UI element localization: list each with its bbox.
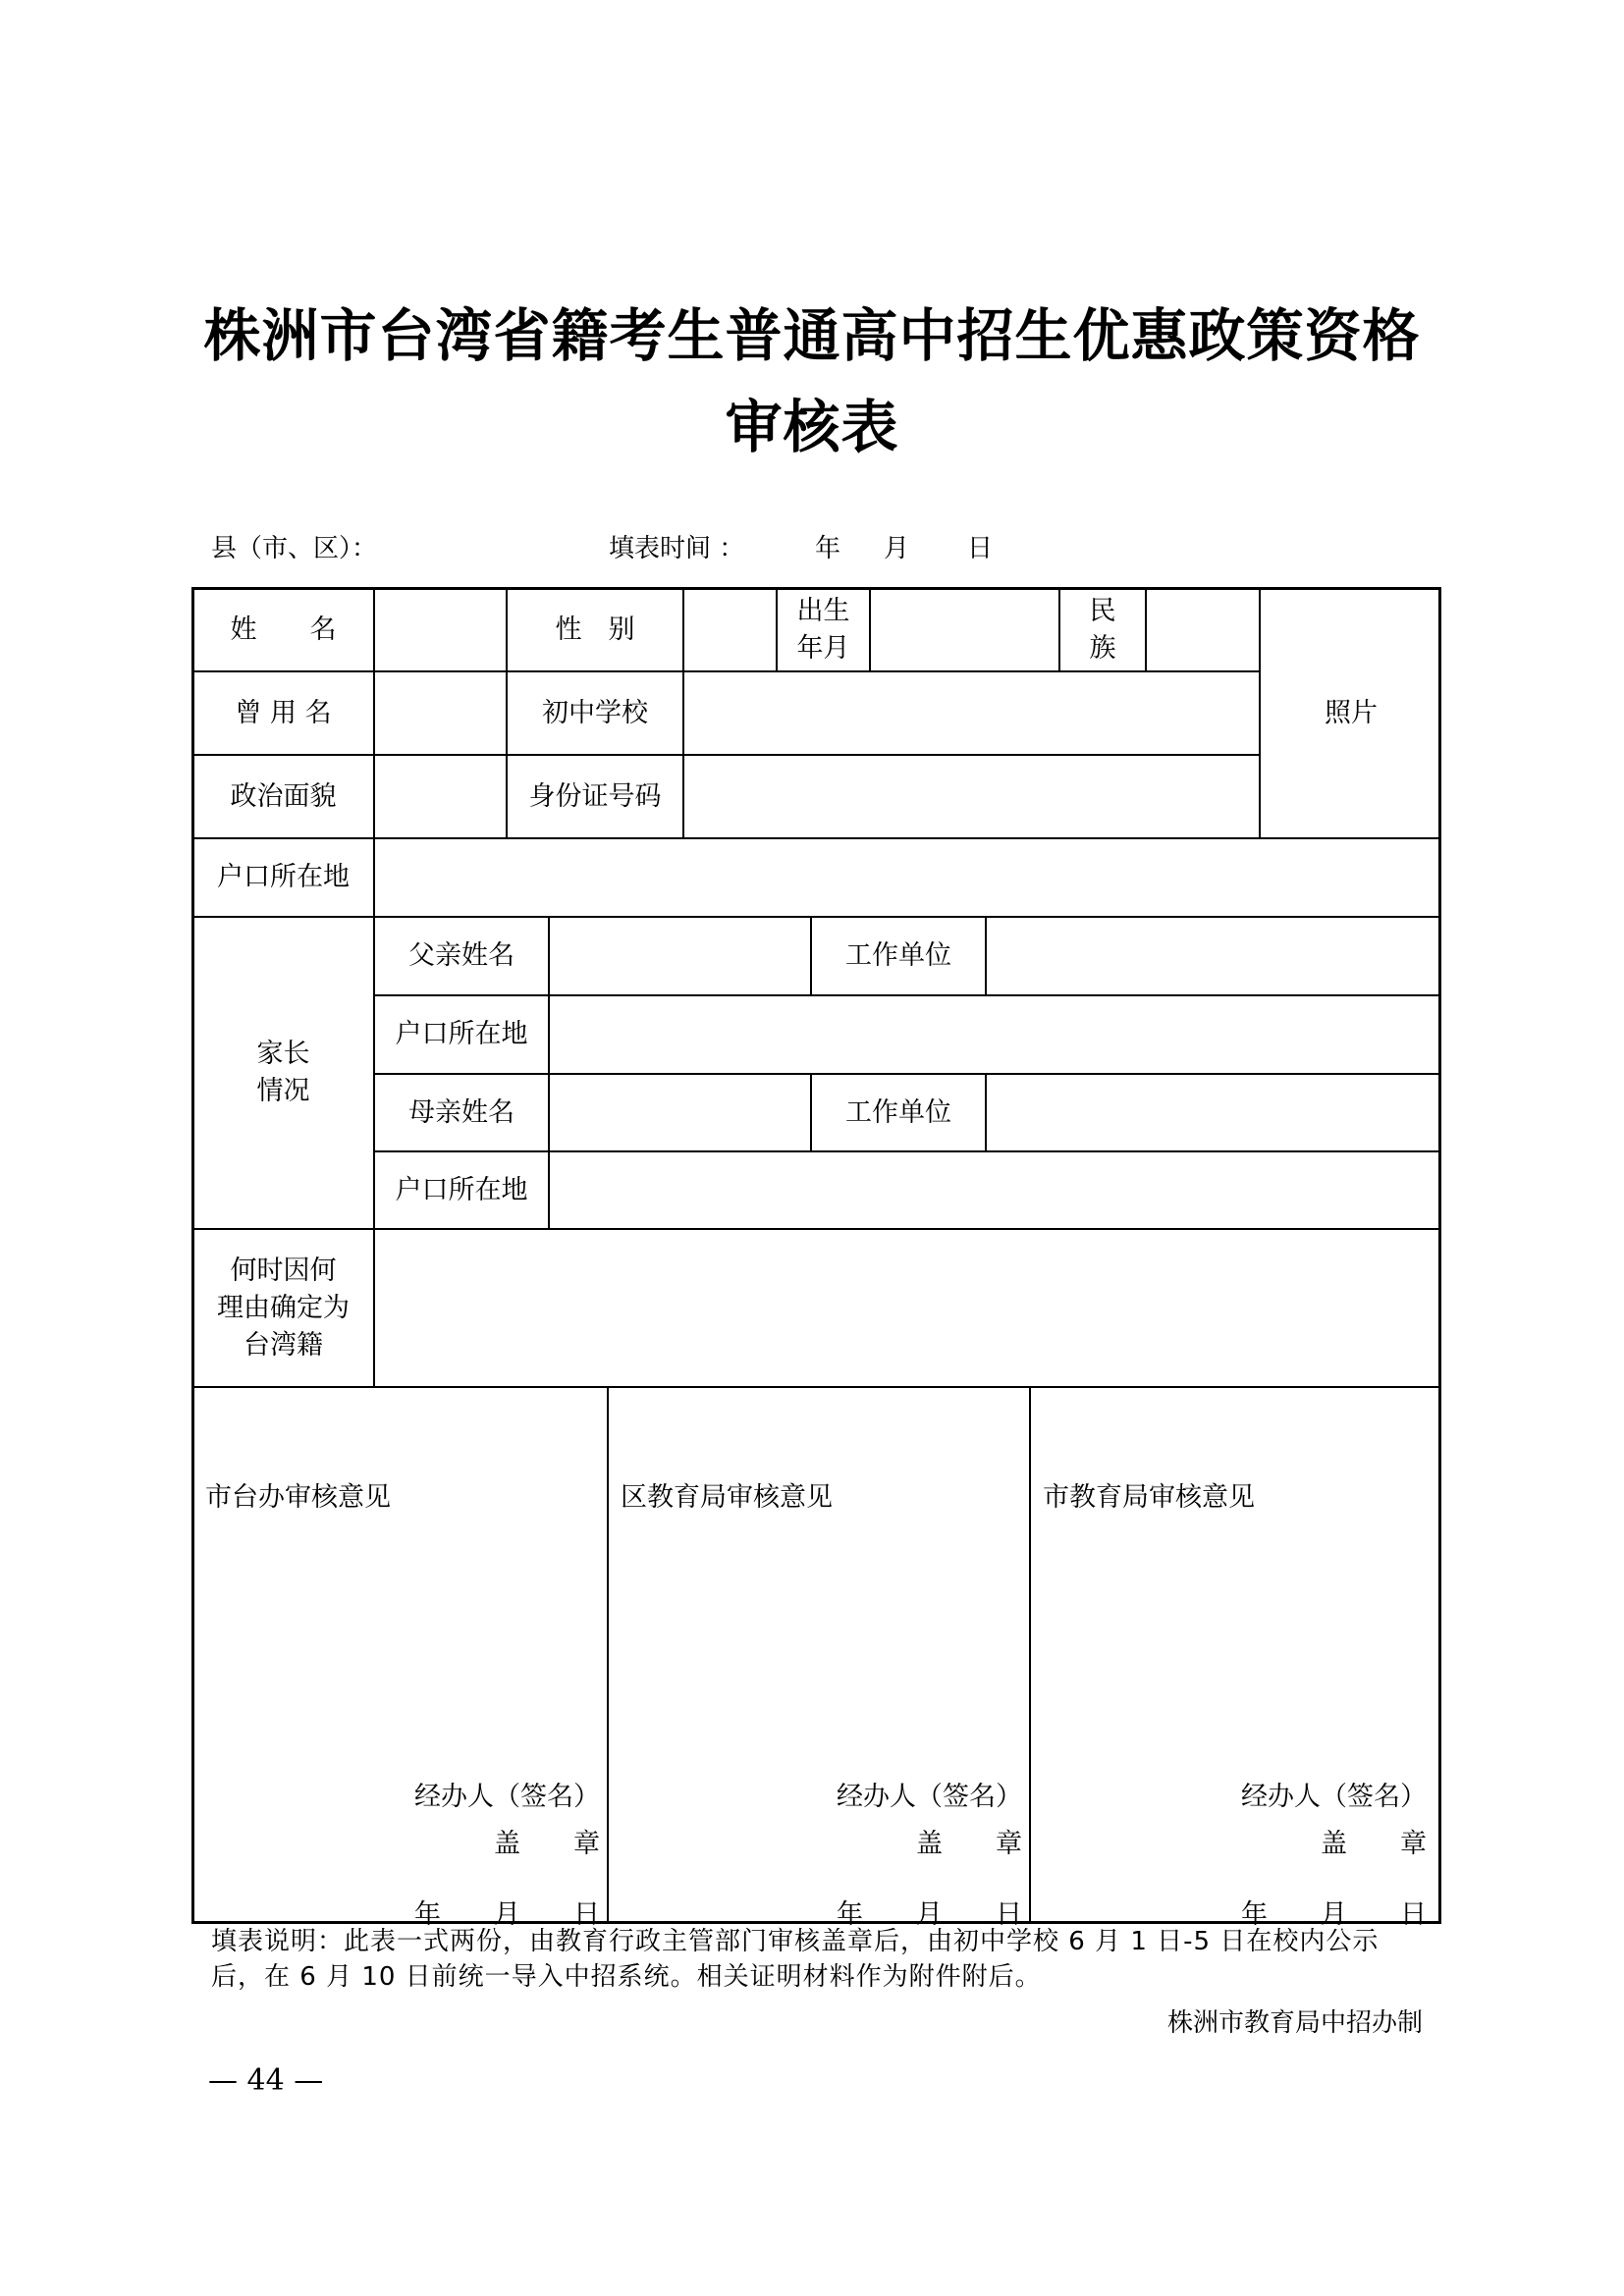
signer-label-city-taiwan-office: 经办人（签名） (414, 1782, 600, 1812)
reason-label-line3: 台湾籍 (244, 1329, 323, 1361)
taiwan-registry-reason-label (191, 1228, 373, 1386)
birth-date-field[interactable] (869, 587, 1058, 670)
parents-info-label-line2: 情况 (256, 1076, 310, 1106)
father-household-label: 户口所在地 (373, 994, 548, 1073)
filling-instructions: 填表说明：此表一式两份，由教育行政主管部门审核盖章后，由初中学校 6 月 1 日-5 日在校内公示后，在 6 月 10 日前统一导入中招系统。相关证明材料作为附件附后。 (211, 1927, 1380, 1992)
ethnicity-field[interactable] (1145, 587, 1259, 670)
ethnicity-label (1058, 587, 1145, 670)
name-label: 姓 名 (191, 587, 373, 670)
birth-date-label (776, 587, 869, 670)
date-label-city-taiwan-office: 年 月 日 (414, 1899, 600, 1930)
former-name-field[interactable] (373, 670, 506, 754)
former-name-label: 曾 用 名 (191, 670, 373, 754)
name-field[interactable] (373, 587, 506, 670)
id-number-label: 身份证号码 (506, 754, 682, 837)
form-title-line2: 审核表 (725, 394, 899, 460)
parents-info-label-line1: 家长 (256, 1039, 310, 1069)
father-name-field[interactable] (548, 916, 810, 994)
seal-label-city-education: 盖 章 (1321, 1829, 1427, 1859)
signer-label-city-education: 经办人（签名） (1241, 1782, 1427, 1812)
household-location-label: 户口所在地 (191, 837, 373, 916)
ethnicity-label-line2: 族 (1089, 632, 1116, 664)
father-household-field[interactable] (548, 994, 1441, 1073)
fill-date-day: 日 (967, 534, 994, 563)
gender-field[interactable] (682, 587, 776, 670)
reason-label-line2: 理由确定为 (217, 1292, 350, 1323)
page-number: — 44 — (208, 2063, 324, 2098)
political-status-label: 政治面貌 (191, 754, 373, 837)
review-title-city-education: 市教育局审核意见 (1043, 1482, 1255, 1513)
middle-school-label: 初中学校 (506, 670, 682, 754)
seal-label-district-education: 盖 章 (916, 1829, 1022, 1859)
date-label-city-education: 年 月 日 (1241, 1899, 1427, 1930)
seal-label-city-taiwan-office: 盖 章 (494, 1829, 600, 1859)
mother-household-label: 户口所在地 (373, 1150, 548, 1228)
mother-work-label: 工作单位 (810, 1073, 985, 1150)
father-name-label: 父亲姓名 (373, 916, 548, 994)
photo-box[interactable]: 照片 (1259, 587, 1441, 837)
mother-name-label: 母亲姓名 (373, 1073, 548, 1150)
date-label-district-education: 年 月 日 (837, 1899, 1022, 1930)
county-label: 县（市、区）： (211, 534, 378, 563)
fill-date-label: 填表时间 ： (609, 534, 745, 563)
issuer-line: 株洲市教育局中招办制 (1166, 2008, 1423, 2038)
taiwan-registry-reason-field[interactable] (373, 1228, 1441, 1386)
review-title-city-taiwan-office: 市台办审核意见 (205, 1482, 391, 1513)
form-title-line1: 株洲市台湾省籍考生普通高中招生优惠政策资格 (203, 302, 1421, 369)
mother-name-field[interactable] (548, 1073, 810, 1150)
father-work-label: 工作单位 (810, 916, 985, 994)
gender-label: 性 别 (506, 587, 682, 670)
mother-household-field[interactable] (548, 1150, 1441, 1228)
political-status-field[interactable] (373, 754, 506, 837)
birth-date-label-line2: 年月 (796, 632, 850, 664)
signer-label-district-education: 经办人（签名） (837, 1782, 1022, 1812)
fill-date-month: 月 (884, 534, 910, 563)
id-number-field[interactable] (682, 754, 1259, 837)
mother-work-field[interactable] (985, 1073, 1441, 1150)
birth-date-label-line1: 出生 (796, 595, 850, 626)
father-work-field[interactable] (985, 916, 1441, 994)
middle-school-field[interactable] (682, 670, 1259, 754)
review-form-table (191, 587, 1441, 1930)
reason-label-line1: 何时因何 (230, 1255, 337, 1286)
parents-info-label (191, 916, 373, 1228)
fill-date-year: 年 (815, 534, 841, 563)
ethnicity-label-line1: 民 (1089, 595, 1116, 626)
review-title-district-education: 区教育局审核意见 (621, 1482, 833, 1513)
household-location-field[interactable] (373, 837, 1441, 916)
